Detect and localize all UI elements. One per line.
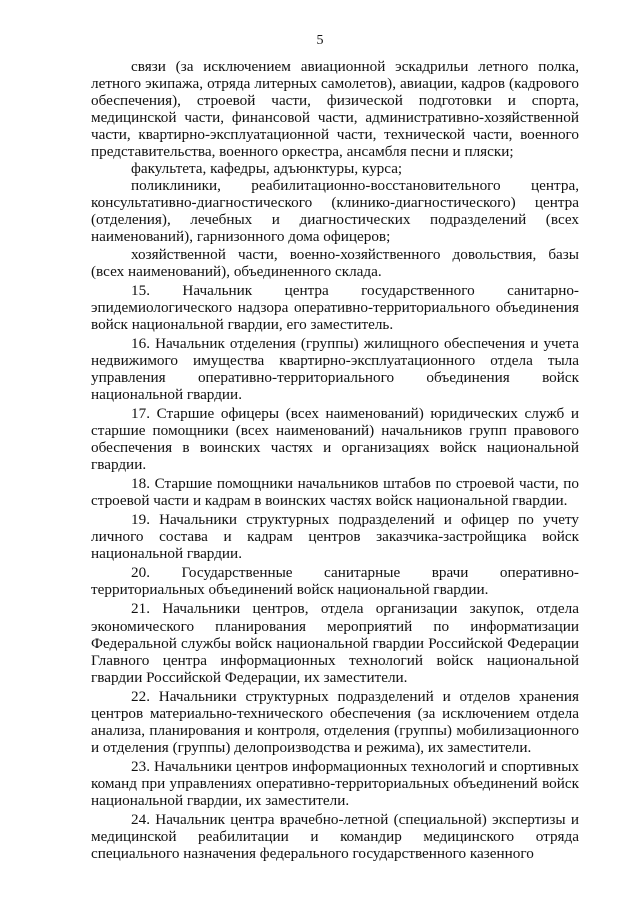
paragraph: 18. Старшие помощники начальников штабов по строевой части, по строевой части и кадрам в воинских частях войск национальной гвардии. (91, 475, 579, 510)
page-number: 5 (316, 33, 324, 48)
paragraph: 24. Начальник центра врачебно-летной (специальной) экспертизы и медицинской реабилитации и командир медицинского отряда специального назначения федерального государственного казенного (91, 811, 579, 863)
paragraph: хозяйственной части, военно-хозяйственного довольствия, базы (всех наименований), объединенного склада. (91, 245, 579, 280)
paragraph: 22. Начальники структурных подразделений и отделов хранения центров материально-технического обеспечения (за исключением отдела анализа, планирования и контроля, отделения (группы) мобилизационного и отделения (группы) делопроизводства и режима), их заместители. (91, 687, 579, 756)
paragraph: 17. Старшие офицеры (всех наименований) юридических служб и старшие помощники (всех наименований) начальников групп правового обеспечения в воинских частях и организациях войск национальной гвардии. (91, 404, 579, 474)
paragraph: связи (за исключением авиационной эскадрильи летного полка, летного экипажа, отряда литерных самолетов), авиации, кадров (кадрового обеспечения), строевой части, физической подготовки и спорта, медицинской части, финансовой части, административно-хозяйственной части, квартирно-эксплуатационной части, технической части, военного представительства, военного оркестра, ансамбля песни и пляски; (91, 58, 579, 161)
document-body (91, 58, 579, 862)
paragraph: 16. Начальник отделения (группы) жилищного обеспечения и учета недвижимого имущества квартирно-эксплуатационного отдела тыла управления оперативно-территориального объединения войск национальной гвардии. (91, 334, 579, 403)
paragraph: 23. Начальники центров информационных технологий и спортивных команд при управлениях оперативно-территориальных объединений войск национальной гвардии, их заместители. (91, 757, 579, 809)
paragraph: 21. Начальники центров, отдела организации закупок, отдела экономического планирования мероприятий по информатизации Федеральной службы войск национальной гвардии Российской Федерации Главного центра информационных технологий войск национальной гвардии Российской Федерации, их заместители. (91, 600, 579, 686)
paragraph: факультета, кафедры, адъюнктуры, курса; (131, 160, 403, 178)
paragraph: 19. Начальники структурных подразделений и офицер по учету личного состава и кадрам центров заказчика-застройщика войск национальной гвардии. (91, 511, 579, 563)
paragraph: 20. Государственные санитарные врачи оперативно-территориальных объединений войск национальной гвардии. (91, 564, 579, 599)
paragraph: 15. Начальник центра государственного санитарно-эпидемиологического надзора оперативно-территориального объединения войск национальной гвардии, его заместитель. (91, 281, 579, 333)
paragraph: поликлиники, реабилитационно-восстановительного центра, консультативно-диагностического (клинико-диагностического) центра (отделения), лечебных и диагностических подразделений (всех наименований), гарнизонного дома офицеров; (91, 177, 579, 246)
